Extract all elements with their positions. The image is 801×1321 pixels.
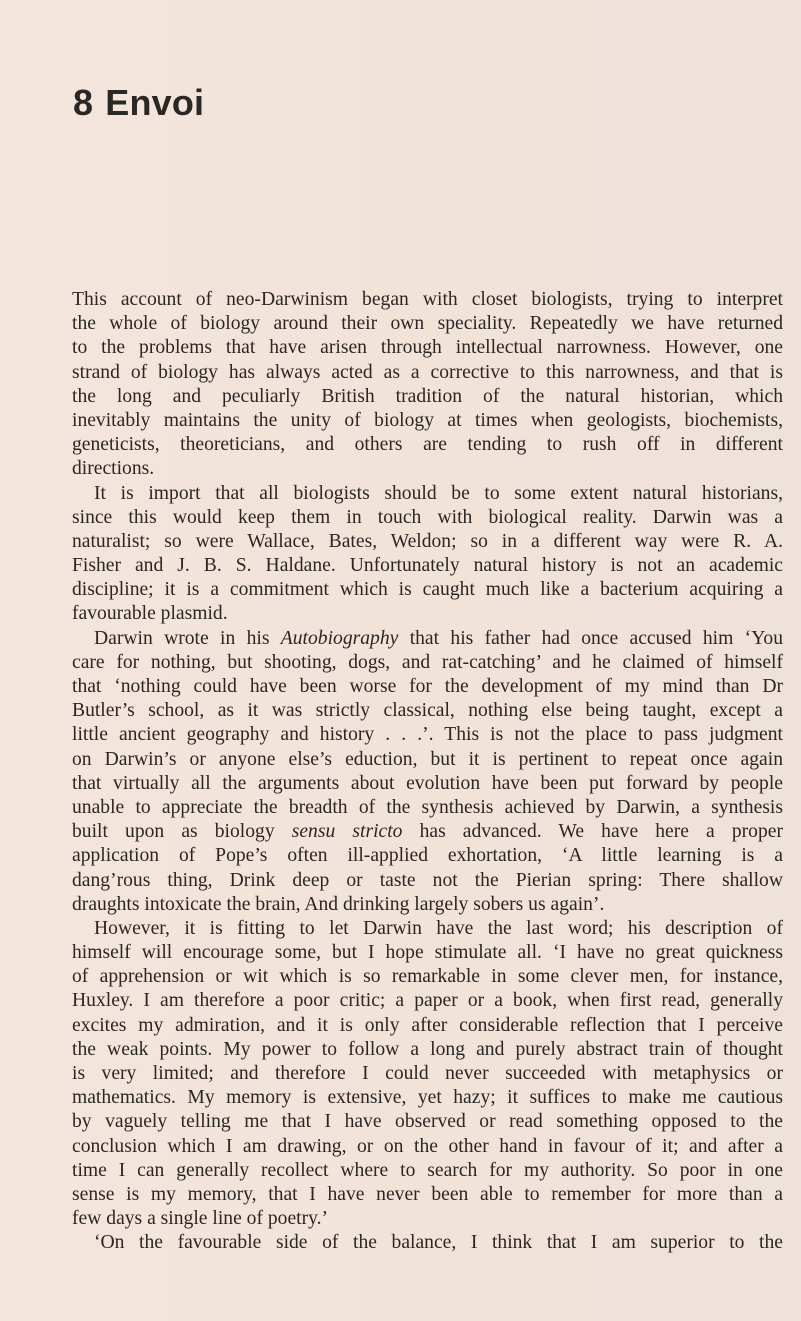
text-line: This account of neo-Darwinism began with closet biologists, trying to interpret (72, 289, 783, 310)
text-line: Darwin wrote in his Autobiography that his father had once accused him ‘You (94, 627, 783, 649)
text-line: few days a single line of poetry.’ (72, 1208, 329, 1230)
text-line: naturalist; so were Wallace, Bates, Weldon; so in a different way were R. A. (72, 530, 783, 552)
text-line: time I can generally recollect where to search for my authority. So poor in one (72, 1159, 783, 1181)
chapter-heading (73, 83, 204, 123)
text-line: However, it is fitting to let Darwin have the last word; his description of (94, 917, 783, 939)
text-line: the whole of biology around their own speciality. Repeatedly we have returned (72, 313, 783, 335)
text-line: dang’rous thing, Drink deep or taste not the Pierian spring: There shallow (72, 869, 783, 891)
text-line: It is import that all biologists should be to some extent natural historians, (94, 482, 783, 504)
text-line: is very limited; and therefore I could never succeeded with metaphysics or (72, 1063, 783, 1084)
text-line: strand of biology has always acted as a corrective to this narrowness, and that is (72, 361, 783, 383)
paragraph (72, 288, 783, 482)
text-line: by vaguely telling me that I have observed or read something opposed to the (72, 1111, 783, 1133)
paragraph (72, 1231, 783, 1255)
text-line: since this would keep them in touch with biological reality. Darwin was a (72, 506, 783, 528)
text-line: that ‘nothing could have been worse for the development of my mind than Dr (72, 676, 783, 697)
text-line: ‘On the favourable side of the balance, I think that I am superior to the (94, 1232, 783, 1254)
text-line: the long and peculiarly British tradition of the natural historian, which (72, 385, 783, 407)
text-line: discipline; it is a commitment which is caught much like a bacterium acquiring a (72, 579, 783, 601)
text-line: excites my admiration, and it is only after considerable reflection that I perceive (72, 1014, 783, 1036)
text-line: Butler’s school, as it was strictly classical, nothing else being taught, except a (72, 700, 783, 722)
text-line: inevitably maintains the unity of biology at times when geologists, biochemists, (72, 409, 783, 431)
text-line: care for nothing, but shooting, dogs, and rat-catching’ and he claimed of himself (72, 651, 783, 673)
text-line: mathematics. My memory is extensive, yet hazy; it suffices to make me cautious (72, 1087, 783, 1109)
text-line: conclusion which I am drawing, or on the other hand in favour of it; and after a (72, 1135, 783, 1157)
text-line: unable to appreciate the breadth of the synthesis achieved by Darwin, a synthesis (72, 796, 783, 818)
text-line: of apprehension or wit which is so remarkable in some clever men, for instance, (72, 966, 783, 988)
paragraph (72, 482, 783, 627)
text-line: directions. (72, 458, 155, 480)
chapter-number: 8 (73, 82, 94, 123)
italic-term: sensu stricto (291, 821, 403, 843)
chapter-title: Envoi (105, 82, 205, 123)
text-line: Huxley. I am therefore a poor critic; a paper or a book, when first read, generally (72, 990, 783, 1012)
text-line: built upon as biology sensu stricto has advanced. We have here a proper (72, 821, 784, 843)
text-line: to the problems that have arisen through intellectual narrowness. However, one (72, 337, 783, 359)
text-line: that virtually all the arguments about evolution have been put forward by people (72, 772, 783, 794)
chapter-body (72, 288, 783, 1256)
paragraph (72, 627, 783, 917)
text-line: draughts intoxicate the brain, And drinking largely sobers us again’. (72, 893, 605, 915)
text-line: the weak points. My power to follow a long and purely abstract train of thought (72, 1038, 783, 1060)
text-line: on Darwin’s or anyone else’s eduction, but it is pertinent to repeat once again (72, 748, 783, 770)
italic-term: Autobiography (280, 627, 399, 649)
text-line: himself will encourage some, but I hope stimulate all. ‘I have no great quickness (72, 942, 783, 964)
text-line: application of Pope’s often ill-applied exhortation, ‘A little learning is a (72, 845, 783, 867)
text-line: geneticists, theoreticians, and others are tending to rush off in different (72, 434, 783, 456)
text-line: little ancient geography and history . . .’. This is not the place to pass judgment (72, 724, 783, 746)
text-line: favourable plasmid. (72, 603, 228, 625)
text-line: Fisher and J. B. S. Haldane. Unfortunately natural history is not an academic (72, 555, 783, 577)
text-line: sense is my memory, that I have never been able to remember for more than a (72, 1183, 783, 1205)
paragraph (72, 917, 783, 1231)
